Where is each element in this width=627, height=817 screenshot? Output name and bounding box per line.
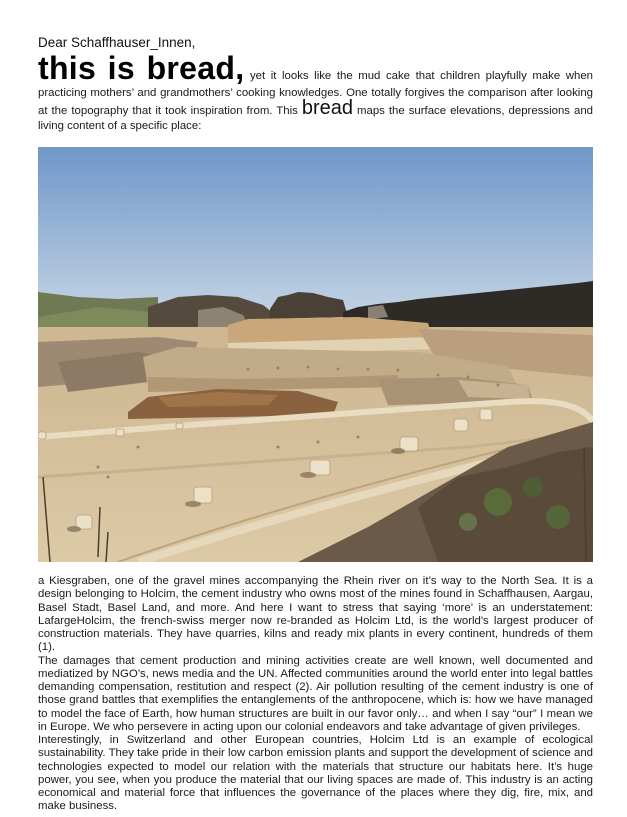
paragraph-kiesgraben: a Kiesgraben, one of the gravel mines accompanying the Rhein river on it’s way to the North Sea. It is a design belonging to Holcim, the cement industry who owns most of the mines found in Schaffhausen, Aargau, Basel Stadt, Basel Land, and more. And here I want to stress that saying ‘more’ is an understatement: LafargeHolcim, the french-swiss merger now re-branded as Holcim Ltd, is the world's largest producer of construction materials. They have quarries, kilns and ready mix plants in every continent, hundreds of them (1). — [38, 575, 593, 654]
paragraph-holcim-sustainability: Interestingly, in Switzerland and other European countries, Holcim Ltd is an example of ecological sustainability. They take pride in their low carbon emission plants and support the development of science and technologies expected to model our relation with the materials that structure our habitats here. It’s huge power, you see, when you produce the material that our living spaces are made of. This industry is an acting economical and material force that influences the governance of the places where they dig, fire, mix, and make business. — [38, 734, 593, 813]
paragraph-damages: The damages that cement production and mining activities create are well known, well documented and mediatized by NGO’s, news media and the UN. Affected communities around the world enter into legal battles demanding compensation, restitution and respect (2). Air pollution resulting of the cement industry is one of those grand battles that exemplifies the entanglements of the anthropocene, which is: how we have managed to model the face of Earth, how human structures are built in our favor only… and when I say “our” I mean we in Europe. We who persevere in acting upon our colonial endeavors and take advantage of given privileges. — [38, 654, 593, 733]
bread-word: bread — [301, 97, 353, 119]
intro-text: yet it looks like the mud cake that children playfully make when practicing mothers’ and grandmothers’ cooking knowledges. One totally forgives the comparison after looking at the topography that it took inspiration from. This — [38, 70, 593, 117]
gravel-mine-photo — [38, 147, 593, 562]
salutation: Dear Schaffhauser_Innen, — [38, 35, 196, 50]
intro-paragraph — [38, 50, 593, 134]
body-text — [38, 575, 593, 814]
title-this-is-bread: this is bread, — [38, 50, 245, 86]
intro-text-end: maps the surface elevations, depressions and living content of a specific place: — [38, 105, 593, 132]
